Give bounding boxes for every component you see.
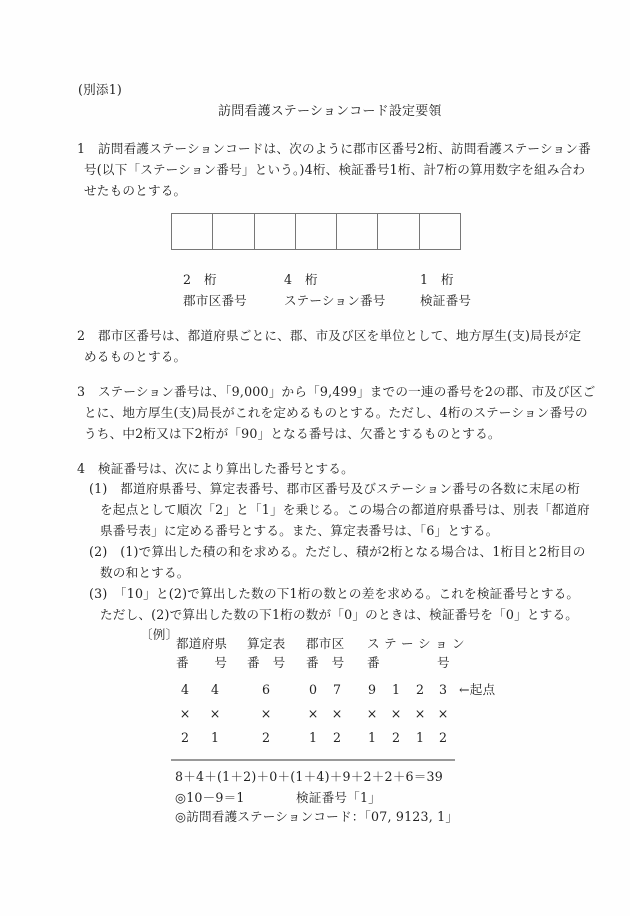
sum-divider (171, 759, 455, 761)
section-1-line: 1 訪問看護ステーションコードは、次のように郡市区番号2桁、訪問看護ステーション番 (77, 141, 591, 156)
section-3-line: うち、中2桁又は下2桁が「90」となる番号は、欠番とするものとする。 (84, 426, 501, 441)
times-sign: × (307, 706, 319, 721)
digit: 9 (367, 682, 376, 697)
box-label-name: ステーション番号 (284, 293, 386, 308)
box-label-name: 検証番号 (420, 293, 472, 308)
weight: 2 (438, 730, 447, 745)
digit: 2 (415, 682, 424, 697)
section-4-heading: 4 検証番号は、次により算出した番号とする。 (77, 461, 354, 476)
header-station-2a: 番 (367, 655, 380, 670)
item-2-line: (2) (1)で算出した積の和を求める。ただし、積が2桁となる場合は、1桁目と2桁目の (89, 544, 586, 559)
digit-box (337, 214, 378, 249)
document-title: 訪問看護ステーションコード設定要領 (218, 104, 442, 119)
weight: 2 (261, 730, 270, 745)
times-sign: × (209, 706, 221, 721)
digit: 4 (210, 682, 219, 697)
section-1-line: せたものとする。 (84, 183, 187, 198)
item-1-line: を起点として順次「2」と「1」を乗じる。この場合の都道府県番号は、別表「都道府 (100, 502, 590, 517)
times-sign: × (179, 706, 191, 721)
sum-line: 8＋4＋(1＋2)＋0＋(1＋4)＋9＋2＋2＋6＝39 (175, 769, 443, 784)
box-label-digits: 1 桁 (420, 272, 454, 287)
times-sign: × (437, 706, 449, 721)
times-sign: × (331, 706, 343, 721)
item-3-line: (3) 「10」と(2)で算出した数の下1桁の数との差を求める。これを検証番号とする。 (89, 586, 580, 601)
item-3-line: ただし、(2)で算出した数の下1桁の数が「0」のときは、検証番号を「0」とする。 (100, 607, 579, 622)
digit: 6 (261, 682, 270, 697)
digit-box (378, 214, 419, 249)
section-2-line: めるものとする。 (84, 349, 187, 364)
attachment-label: (別添1) (78, 82, 123, 97)
final-station-code: ◎訪問看護ステーションコード：「07, 9123, 1」 (175, 809, 459, 824)
header-table-2: 番 号 (247, 655, 286, 670)
section-3-line: とに、地方厚生(支)局長がこれを定めるものとする。ただし、4桁のステーション番号の (84, 405, 588, 420)
item-1-line: 県番号表」に定める番号とする。また、算定表番号は、「6」とする。 (100, 523, 499, 538)
digit-box (255, 214, 296, 249)
weight: 2 (391, 730, 400, 745)
box-label-name: 郡市区番号 (183, 293, 247, 308)
digit: 1 (391, 682, 400, 697)
section-3-line: 3 ステーション番号は、「9,000」から「9,499」までの一連の番号を2の郡、市及び区ご (77, 384, 596, 399)
section-1-line: 号(以下「ステーション番号」という。)4桁、検証番号1桁、計7桁の算用数字を組み合わ (84, 162, 586, 177)
times-sign: × (390, 706, 402, 721)
code-digit-boxes (171, 213, 461, 250)
digit: 3 (438, 682, 447, 697)
times-sign: × (366, 706, 378, 721)
times-sign: × (260, 706, 272, 721)
weight: 2 (332, 730, 341, 745)
header-station: ス テ ー シ ョ ン (367, 636, 465, 651)
example-label: 〔例〕 (140, 627, 179, 642)
check-calc: ◎10－9＝1 (175, 790, 245, 805)
header-prefecture-2: 番 号 (176, 655, 228, 670)
weight: 1 (210, 730, 219, 745)
start-point-arrow: ←起点 (459, 682, 496, 697)
header-city: 郡市区 (306, 636, 345, 651)
digit-box (296, 214, 337, 249)
weight: 1 (308, 730, 317, 745)
times-sign: × (414, 706, 426, 721)
box-label-digits: 4 桁 (284, 272, 318, 287)
section-2-line: 2 郡市区番号は、都道府県ごとに、郡、市及び区を単位として、地方厚生(支)局長が定 (77, 328, 582, 343)
digit-box (420, 214, 460, 249)
digit: 7 (332, 682, 341, 697)
header-station-2b: 号 (437, 655, 450, 670)
header-prefecture: 都道府県 (176, 636, 228, 651)
digit: 0 (308, 682, 317, 697)
item-1-line: (1) 都道府県番号、算定表番号、郡市区番号及びステーション番号の各数に末尾の桁 (89, 481, 581, 496)
check-result: 検証番号「1」 (296, 790, 381, 805)
weight: 1 (367, 730, 376, 745)
digit-box (213, 214, 254, 249)
weight: 2 (180, 730, 189, 745)
box-label-digits: 2 桁 (183, 272, 217, 287)
digit: 4 (180, 682, 189, 697)
item-2-line: 数の和とする。 (100, 565, 190, 580)
header-city-2: 番 号 (306, 655, 345, 670)
digit-box (172, 214, 213, 249)
header-table: 算定表 (247, 636, 286, 651)
weight: 1 (415, 730, 424, 745)
